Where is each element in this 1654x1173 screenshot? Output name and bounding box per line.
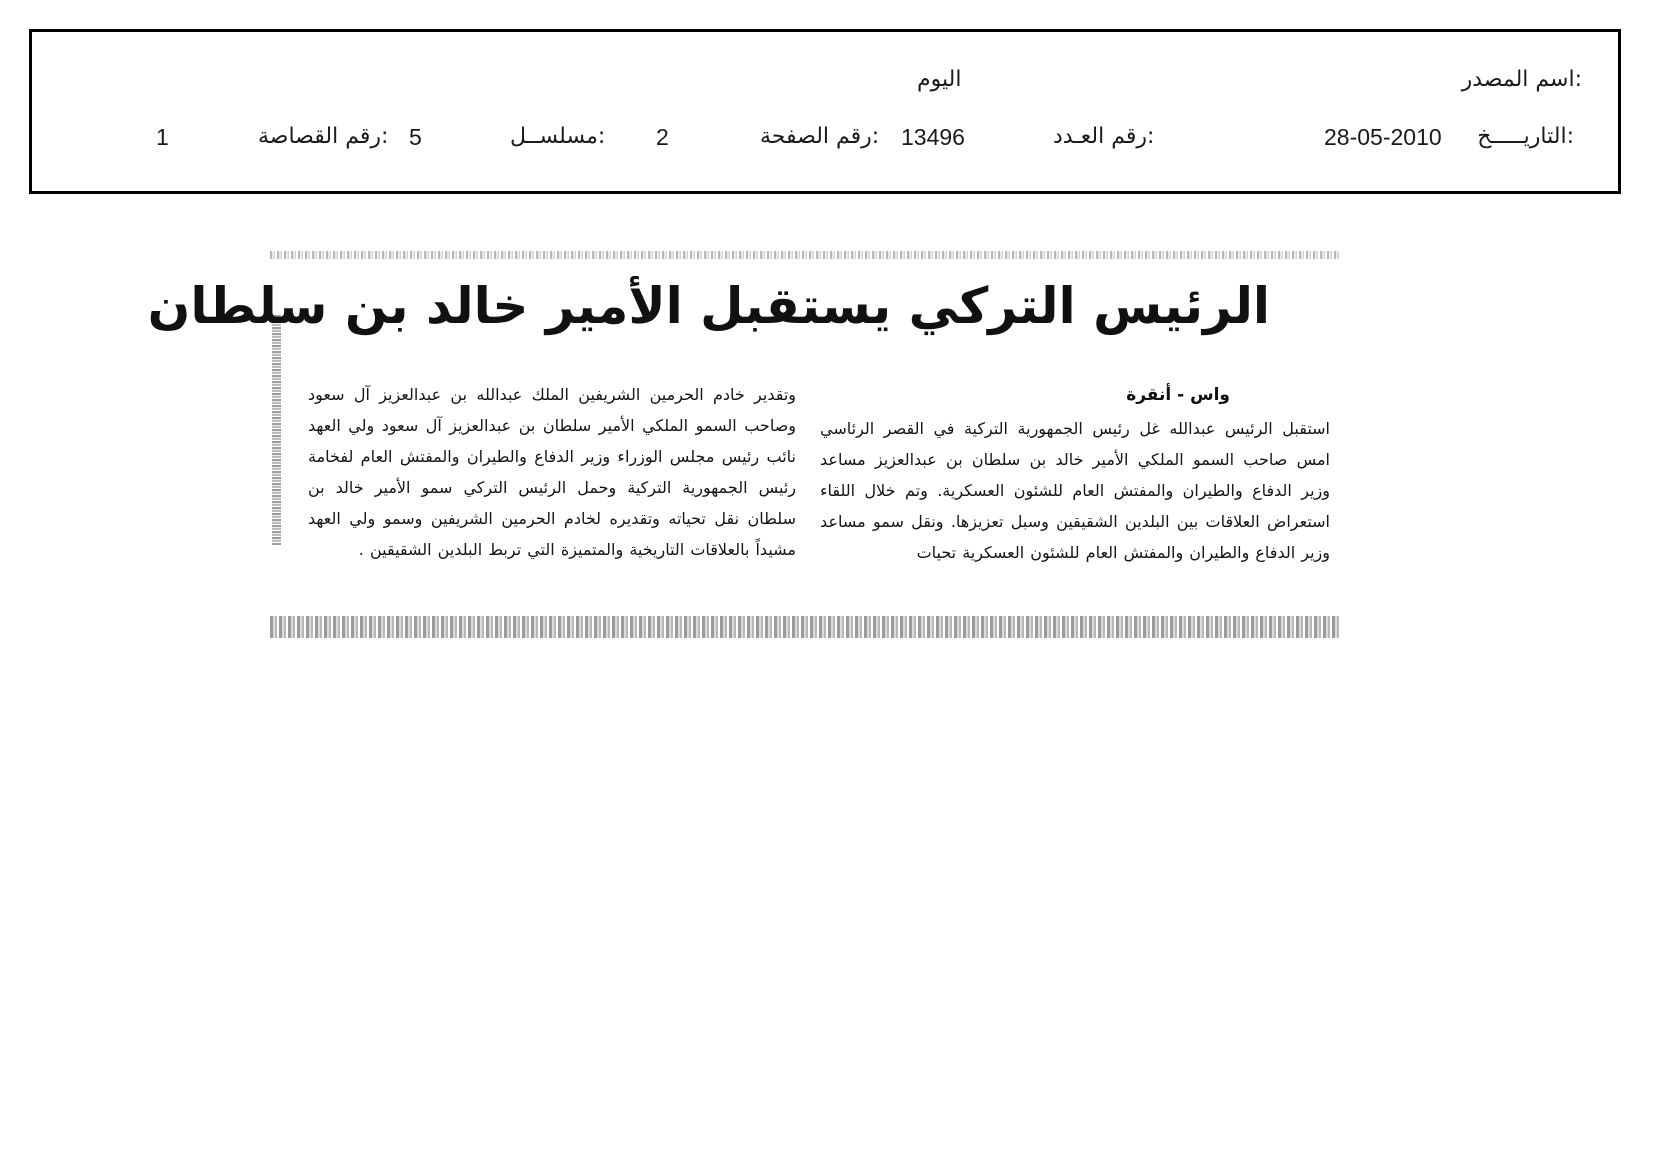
source-value: اليوم (917, 67, 962, 92)
scan-noise-top (270, 251, 1340, 259)
newspaper-clipping (147, 251, 1340, 639)
clip-value: 1 (156, 124, 169, 150)
serial-label: مسلســل: (510, 124, 606, 149)
scan-noise-bottom (270, 616, 1340, 638)
article-byline: واس - أنقرة (1126, 385, 1230, 405)
source-label: اسم المصدر: (1461, 67, 1582, 92)
clipping-metadata-box (29, 29, 1621, 194)
article-headline: الرئيس التركي يستقبل الأمير خالد بن سلطان (147, 277, 1270, 335)
article-column-left: وتقدير خادم الحرمين الشريفين الملك عبدالله بن عبدالعزيز آل سعود وصاحب السمو الملكي الأمير سلطان بن عبدالعزيز آل سعود ولي العهد نائب رئيس مجلس الوزراء وزير الدفاع والطيران والمفتش العام لفخامة رئيس الجمهورية التركية وحمل الرئيس التركي سمو الأمير خالد بن سلطان نقل تحياته وتقديره لخادم الحرمين الشريفين وسمو ولي العهد مشيداً بالعلاقات التاريخية والمتميزة التي تربط البلدين الشقيقين . (308, 385, 796, 559)
issue-value: 13496 (901, 124, 965, 150)
date-label: التاريـــــخ: (1477, 124, 1574, 149)
scan-noise-left (272, 315, 281, 545)
clip-label: رقم القصاصة: (258, 124, 389, 149)
article-column-right: استقبل الرئيس عبدالله غل رئيس الجمهورية التركية في القصر الرئاسي امس صاحب السمو الملكي الأمير خالد بن سلطان بن عبدالعزيز مساعد وزير الدفاع والطيران والمفتش العام للشئون العسكرية. وتم خلال اللقاء استعراض العلاقات بين البلدين الشقيقين وسبل تعزيزها. ونقل سمو مساعد وزير الدفاع والطيران والمفتش العام للشئون العسكرية تحيات (820, 419, 1330, 562)
page-value: 2 (656, 124, 669, 150)
issue-label: رقم العـدد: (1053, 124, 1155, 149)
serial-value: 5 (409, 124, 422, 150)
date-value: 28-05-2010 (1324, 124, 1442, 150)
page-label: رقم الصفحة: (760, 124, 880, 149)
